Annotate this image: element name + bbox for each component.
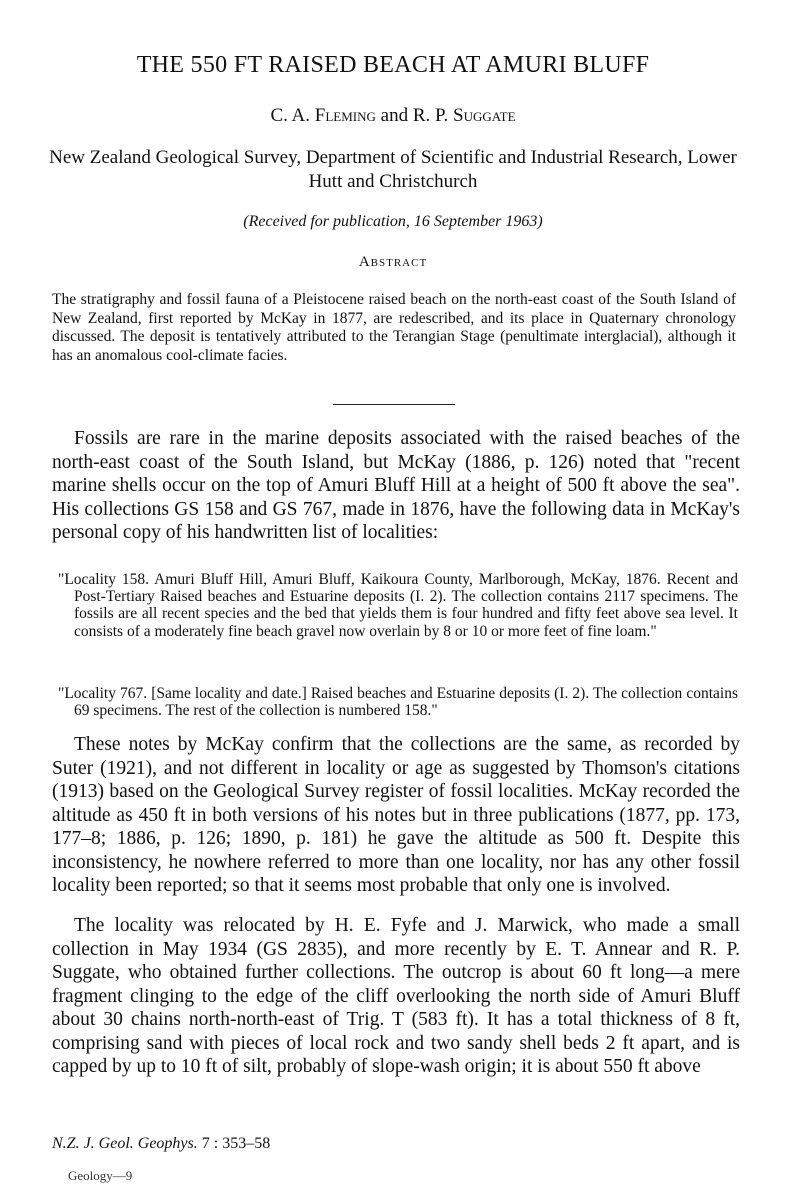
journal-name: N.Z. J. Geol. Geophys.	[52, 1135, 198, 1152]
body-paragraph-3: The locality was relocated by H. E. Fyfe and J. Marwick, who made a small collection in May 1934 (GS 2835), and more recently by E. T. Annear and R. P. Suggate, who obtained further collections. The outcrop is about 60 ft long—a mere fragment clinging to the edge of the cliff overlooking the north side of Amuri Bluff about 30 chains north-north-east of Trig. T (583 ft). It has a total thickness of 8 ft, comprising sand with pieces of local rock and two sandy shell beds 2 ft apart, and is capped by up to 10 ft of silt, probably of slope-wash origin; it is about 550 ft above	[52, 915, 740, 1077]
author-conjunction: and R. P.	[375, 105, 453, 126]
quoted-locality-158: "Locality 158. Amuri Bluff Hill, Amuri Bluff, Kaikoura County, Marlborough, McKay, 1876. Recent and Post-Tertiary Raised beaches and Estuarine deposits (I. 2). The collection contains 2117 specimens. The fossils are all recent species and the bed that yields them is four hundred and fifty feet above sea level. It consists of a moderately fine beach gravel now overlain by 8 or 10 or more feet of fine loam."	[58, 571, 738, 640]
journal-volume-pages: 7 : 353–58	[197, 1135, 271, 1152]
author-1-surname: Fleming	[314, 105, 376, 126]
author-line	[0, 105, 786, 127]
paper-title: THE 550 FT RAISED BEACH AT AMURI BLUFF	[136, 52, 650, 78]
body-paragraph-1: Fossils are rare in the marine deposits associated with the raised beaches of the north-east coast of the South Island, but McKay (1886, p. 126) noted that "recent marine shells occur on the top of Amuri Bluff Hill at a height of 500 ft above the sea". His collections GS 158 and GS 767, made in 1876, have the following data in McKay's personal copy of his handwritten list of localities:	[52, 428, 740, 543]
body-paragraph-2: These notes by McKay confirm that the collections are the same, as recorded by Suter (1921), and not different in locality or age as suggested by Thomson's citations (1913) based on the Geological Survey register of fossil localities. McKay recorded the altitude as 450 ft in both versions of his notes but in three publications (1877, pp. 173, 177–8; 1886, p. 126; 1890, p. 181) he gave the altitude as 500 ft. Despite this inconsistency, he nowhere referred to more than one locality, nor has any other fossil locality been reported; so that it seems most probable that only one is involved.	[52, 734, 740, 896]
section-divider	[333, 404, 455, 405]
quoted-locality-767: "Locality 767. [Same locality and date.] Raised beaches and Estuarine deposits (I. 2). The collection contains 69 specimens. The rest of the collection is numbered 158."	[58, 685, 738, 720]
affiliation: New Zealand Geological Survey, Department of Scientific and Industrial Research, Lower Hutt and Christchurch	[49, 147, 737, 192]
signature-code: Geology—9	[68, 1168, 133, 1183]
journal-citation	[52, 1135, 270, 1153]
author-2-surname: Suggate	[453, 105, 516, 126]
abstract-heading: Abstract	[358, 254, 428, 270]
author-1-initials: C. A.	[270, 105, 315, 126]
received-date: (Received for publication, 16 September 1963)	[243, 213, 543, 230]
abstract-text: The stratigraphy and fossil fauna of a Pleistocene raised beach on the north-east coast of the South Island of New Zealand, first reported by McKay in 1877, are redescribed, and its place in Quaternary chronology discussed. The deposit is tentatively attributed to the Terangian Stage (penultimate interglacial), although it has an anomalous cool-climate facies.	[52, 291, 736, 364]
